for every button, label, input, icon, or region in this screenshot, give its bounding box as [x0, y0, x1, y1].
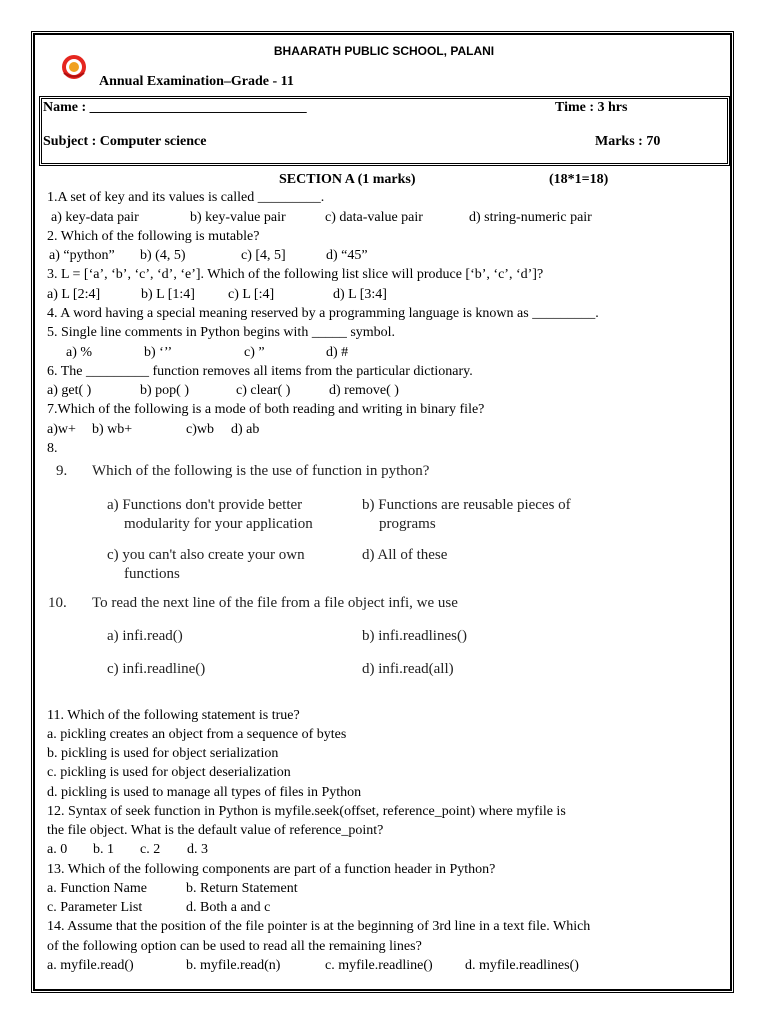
option-7d: d) ab — [231, 422, 260, 437]
question-4: 4. A word having a special meaning reserved by a programming language is known as _________. — [47, 306, 599, 321]
time-label: Time : 3 hrs — [555, 100, 628, 115]
question-8: 8. — [47, 441, 58, 456]
option-10b: b) infi.readlines() — [362, 628, 467, 644]
name-field-label: Name : _______________________________ — [43, 100, 307, 115]
school-name: BHAARATH PUBLIC SCHOOL, PALANI — [273, 44, 495, 58]
option-5a: a) % — [66, 345, 93, 360]
question-9: Which of the following is the use of function in python? — [92, 463, 430, 479]
option-6a: a) get( ) — [47, 383, 92, 398]
option-1a: a) key-data pair — [51, 210, 139, 225]
question-7: 7.Which of the following is a mode of both reading and writing in binary file? — [47, 402, 485, 417]
option-9b-line1: b) Functions are reusable pieces of — [362, 497, 571, 513]
option-2a: a) “python” — [49, 248, 115, 263]
option-9c-line2: functions — [124, 566, 180, 582]
option-12a: a. 0 — [47, 842, 68, 857]
option-10d: d) infi.read(all) — [362, 661, 454, 677]
option-2d: d) “45” — [326, 248, 368, 263]
option-6b: b) pop( ) — [140, 383, 189, 398]
option-5c: c) ” — [244, 345, 265, 360]
option-14c: c. myfile.readline() — [325, 958, 433, 973]
option-7c: c)wb — [186, 422, 214, 437]
question-11: 11. Which of the following statement is true? — [47, 708, 300, 723]
option-1c: c) data-value pair — [325, 210, 423, 225]
question-3: 3. L = [‘a’, ‘b’, ‘c’, ‘d’, ‘e’]. Which of the following list slice will produce [‘b’, ‘c’, ‘d’]? — [47, 267, 544, 282]
question-14-line1: 14. Assume that the position of the file pointer is at the beginning of 3rd line in a text file. Which — [47, 919, 591, 934]
option-12c: c. 2 — [140, 842, 161, 857]
option-12d: d. 3 — [187, 842, 208, 857]
question-1: 1.A set of key and its values is called _________. — [47, 190, 325, 205]
option-11b: b. pickling is used for object serialization — [47, 746, 279, 761]
option-2b: b) (4, 5) — [140, 248, 186, 263]
section-marks: (18*1=18) — [549, 172, 609, 187]
option-14d: d. myfile.readlines() — [465, 958, 579, 973]
option-10a: a) infi.read() — [107, 628, 183, 644]
option-14b: b. myfile.read(n) — [186, 958, 281, 973]
option-7b: b) wb+ — [92, 422, 133, 437]
option-5b: b) ‘’’ — [144, 345, 173, 360]
option-3d: d) L [3:4] — [333, 287, 387, 302]
marks-label: Marks : 70 — [595, 134, 661, 149]
option-1d: d) string-numeric pair — [469, 210, 592, 225]
question-10-number: 10. — [48, 595, 67, 611]
option-12b: b. 1 — [93, 842, 114, 857]
option-11a: a. pickling creates an object from a sequence of bytes — [47, 727, 347, 742]
question-12-line2: the file object. What is the default value of reference_point? — [47, 823, 384, 838]
option-1b: b) key-value pair — [190, 210, 286, 225]
option-9d: d) All of these — [362, 547, 448, 563]
option-11c: c. pickling is used for object deserialization — [47, 765, 291, 780]
option-5d: d) # — [326, 345, 349, 360]
option-9a-line2: modularity for your application — [124, 516, 313, 532]
option-3c: c) L [:4] — [228, 287, 275, 302]
option-11d: d. pickling is used to manage all types of files in Python — [47, 785, 362, 800]
option-9c-line1: c) you can't also create your own — [107, 547, 305, 563]
option-6c: c) clear( ) — [236, 383, 291, 398]
option-7a: a)w+ — [47, 422, 76, 437]
option-2c: c) [4, 5] — [241, 248, 286, 263]
option-13a: a. Function Name — [47, 881, 147, 896]
option-13c: c. Parameter List — [47, 900, 143, 915]
question-9-number: 9. — [56, 463, 68, 479]
option-13d: d. Both a and c — [186, 900, 271, 915]
option-13b: b. Return Statement — [186, 881, 298, 896]
option-3b: b) L [1:4] — [141, 287, 195, 302]
question-10: To read the next line of the file from a file object infi, we use — [92, 595, 458, 611]
option-9b-line2: programs — [379, 516, 436, 532]
question-12-line1: 12. Syntax of seek function in Python is myfile.seek(offset, reference_point) where myfile is — [47, 804, 566, 819]
question-6: 6. The _________ function removes all items from the particular dictionary. — [47, 364, 473, 379]
option-14a: a. myfile.read() — [47, 958, 134, 973]
option-9a-line1: a) Functions don't provide better — [107, 497, 303, 513]
question-14-line2: of the following option can be used to read all the remaining lines? — [47, 939, 422, 954]
option-6d: d) remove( ) — [329, 383, 399, 398]
subject-label: Subject : Computer science — [43, 134, 207, 149]
question-2: 2. Which of the following is mutable? — [47, 229, 260, 244]
school-logo-icon — [60, 53, 88, 81]
option-3a: a) L [2:4] — [47, 287, 101, 302]
section-title: SECTION A (1 marks) — [279, 172, 416, 187]
question-5: 5. Single line comments in Python begins with _____ symbol. — [47, 325, 396, 340]
question-13: 13. Which of the following components are part of a function header in Python? — [47, 862, 496, 877]
exam-title: Annual Examination–Grade - 11 — [99, 74, 294, 89]
option-10c: c) infi.readline() — [107, 661, 206, 677]
